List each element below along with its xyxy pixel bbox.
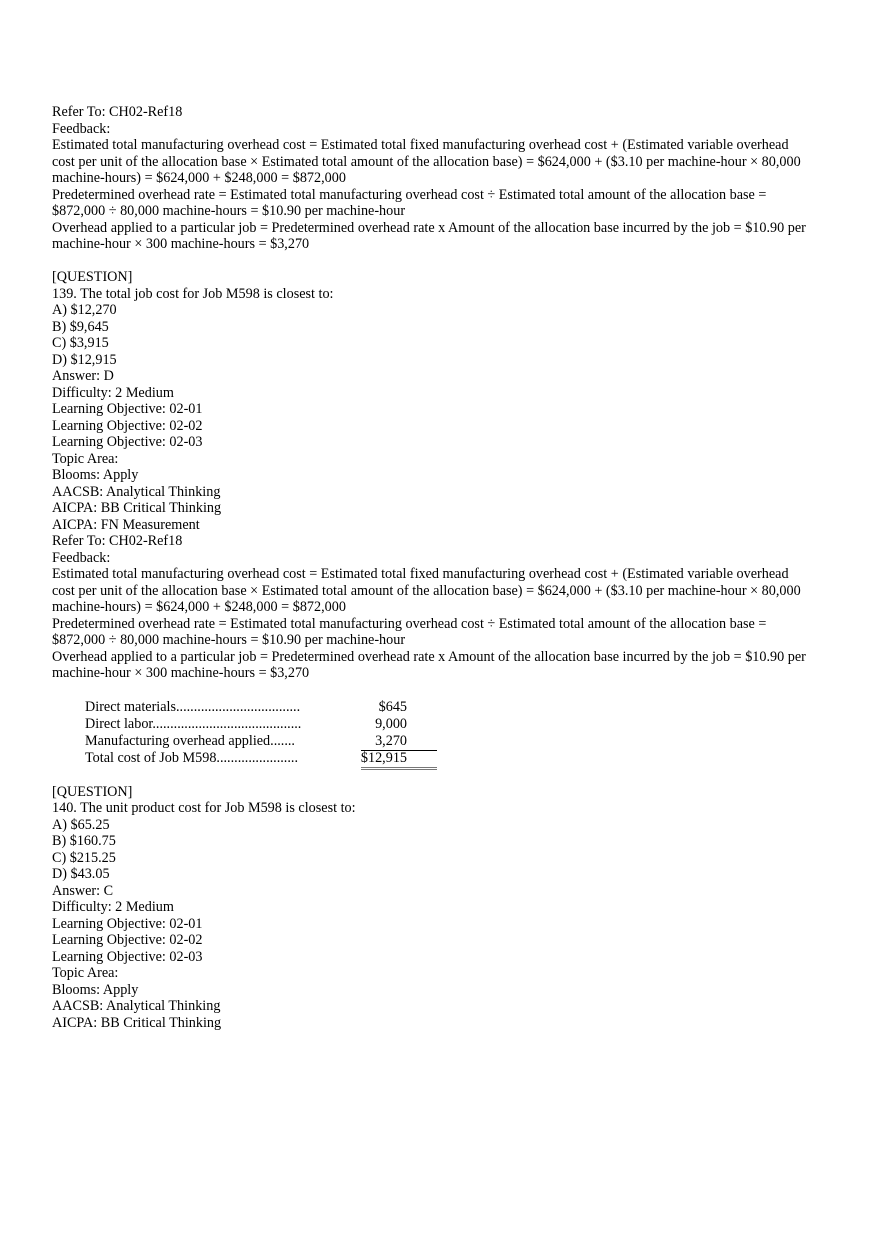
cost-total-amount: $12,915: [361, 750, 437, 770]
cost-label: Direct labor..........................................: [85, 715, 302, 732]
learning-objective: Learning Objective: 02-02: [52, 417, 203, 434]
difficulty: Difficulty: 2 Medium: [52, 384, 174, 401]
cost-amount: 3,270: [361, 733, 437, 751]
feedback-paragraph: Predetermined overhead rate = Estimated total manufacturing overhead cost ÷ Estimated total amount of the allocation base = $872,000 ÷ 80,000 machine-hours = $10.90 per machine-hour: [52, 186, 767, 219]
job-cost-table: [85, 699, 812, 767]
topic-area: Topic Area:: [52, 965, 119, 981]
feedback-label: Feedback:: [52, 120, 111, 137]
answer-option: D) $12,915: [52, 351, 117, 368]
feedback-paragraph: Estimated total manufacturing overhead cost = Estimated total fixed manufacturing overhead cost + (Estimated variable overhead cost per unit of the allocation base × Estimated total amount of the allocation base) = $624,000 + ($3.10 per machine-hour × 80,000 machine-hours) = $624,000 + $248,000 = $872,000: [52, 137, 801, 186]
question-tag: [QUESTION]: [52, 269, 133, 285]
aicpa: AICPA: FN Measurement: [52, 516, 200, 533]
cost-row: [85, 733, 812, 750]
cost-label: Manufacturing overhead applied.......: [85, 732, 295, 749]
answer-key: Answer: D: [52, 368, 114, 384]
learning-objective: Learning Objective: 02-01: [52, 401, 203, 417]
answer-option: B) $9,645: [52, 318, 109, 335]
question-text: 139. The total job cost for Job M598 is closest to:: [52, 285, 334, 302]
answer-option: A) $12,270: [52, 302, 117, 318]
cost-amount: 9,000: [375, 715, 407, 732]
cost-row: [85, 699, 812, 716]
aicpa: AICPA: BB Critical Thinking: [52, 500, 222, 516]
feedback-paragraph: Predetermined overhead rate = Estimated total manufacturing overhead cost ÷ Estimated total amount of the allocation base = $872,000 ÷ 80,000 machine-hours = $10.90 per machine-hour: [52, 615, 767, 648]
learning-objective: Learning Objective: 02-02: [52, 932, 203, 948]
answer-option: C) $215.25: [52, 849, 116, 866]
answer-option: B) $160.75: [52, 833, 116, 849]
answer-option: C) $3,915: [52, 335, 109, 351]
answer-key: Answer: C: [52, 882, 114, 899]
learning-objective: Learning Objective: 02-01: [52, 915, 203, 932]
answer-option: D) $43.05: [52, 866, 110, 882]
feedback-paragraph: Overhead applied to a particular job = Predetermined overhead rate x Amount of the allocation base incurred by the job = $10.90 per machine-hour × 300 machine-hours = $3,270: [52, 219, 806, 252]
cost-label: Direct materials...................................: [85, 698, 301, 715]
question-text: 140. The unit product cost for Job M598 is closest to:: [52, 800, 356, 816]
feedback-label: Feedback:: [52, 549, 111, 566]
aacsb: AACSB: Analytical Thinking: [52, 483, 221, 500]
answer-option: A) $65.25: [52, 816, 110, 833]
aicpa: AICPA: BB Critical Thinking: [52, 1014, 222, 1031]
blooms: Blooms: Apply: [52, 467, 139, 483]
cost-label: Total cost of Job M598.......................: [85, 749, 298, 766]
learning-objective: Learning Objective: 02-03: [52, 948, 203, 965]
document-page: [52, 104, 812, 1031]
cost-total-row: [85, 750, 812, 767]
feedback-paragraph: Estimated total manufacturing overhead cost = Estimated total fixed manufacturing overhead cost + (Estimated variable overhead cost per unit of the allocation base × Estimated total amount of the allocation base) = $624,000 + ($3.10 per machine-hour × 80,000 machine-hours) = $624,000 + $248,000 = $872,000: [52, 566, 801, 615]
topic-area: Topic Area:: [52, 450, 119, 467]
blooms: Blooms: Apply: [52, 981, 139, 998]
question-tag: [QUESTION]: [52, 783, 133, 800]
feedback-paragraph: Overhead applied to a particular job = Predetermined overhead rate x Amount of the allocation base incurred by the job = $10.90 per machine-hour × 300 machine-hours = $3,270: [52, 648, 806, 681]
difficulty: Difficulty: 2 Medium: [52, 899, 174, 915]
learning-objective: Learning Objective: 02-03: [52, 434, 203, 450]
aacsb: AACSB: Analytical Thinking: [52, 998, 221, 1014]
refer-to: Refer To: CH02-Ref18: [52, 533, 183, 549]
cost-amount: $645: [378, 698, 407, 715]
refer-to: Refer To: CH02-Ref18: [52, 104, 183, 120]
cost-row: [85, 716, 812, 733]
